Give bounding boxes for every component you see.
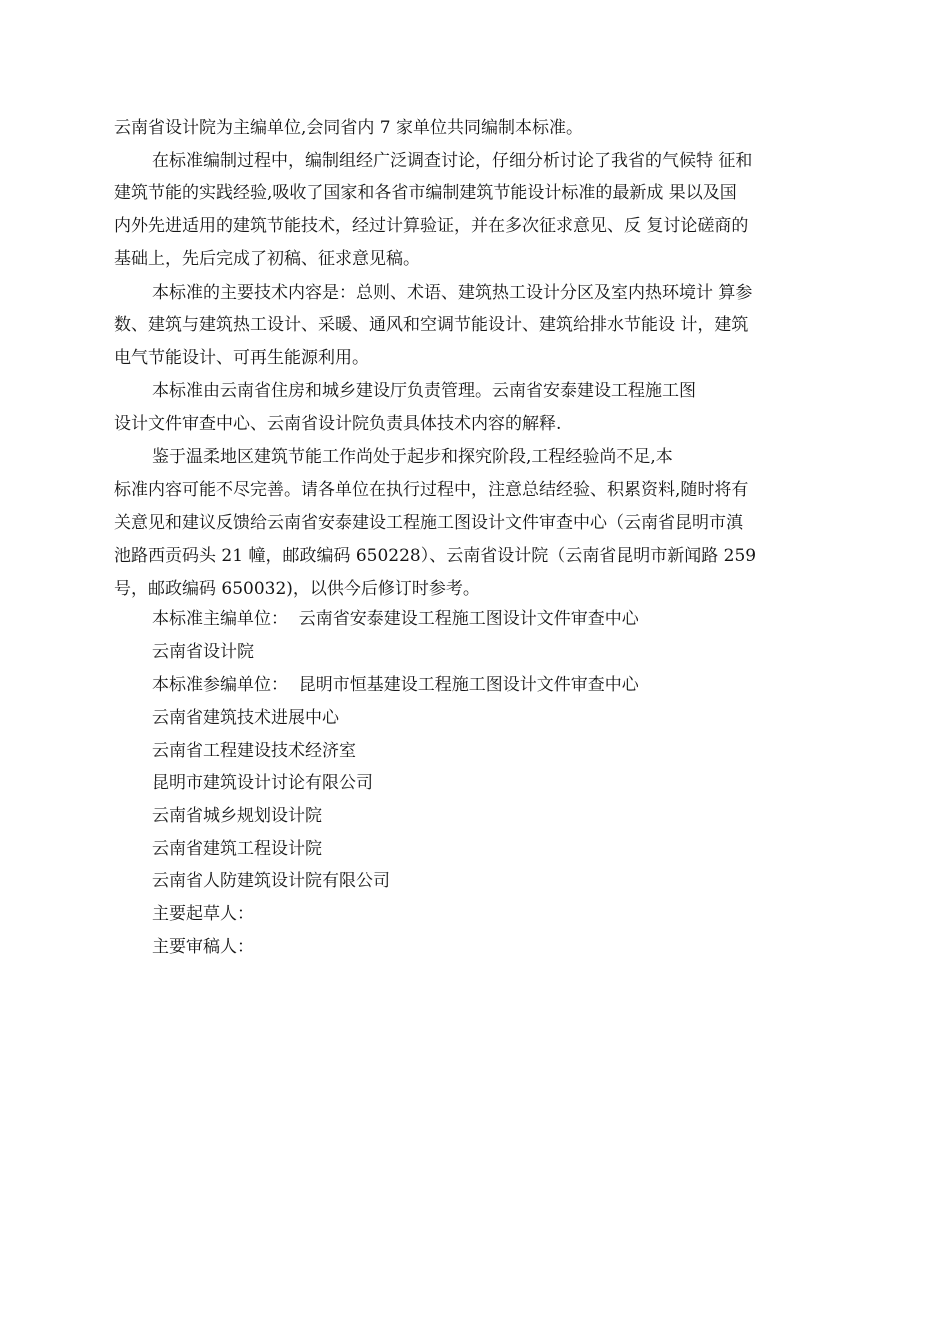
text-line: 云南省工程建设技术经济室 [152,741,356,761]
text-line: 关意见和建议反馈给云南省安泰建设工程施工图设计文件审查中心（云南省昆明市滇 [114,513,743,533]
text-line: 云南省设计院 [152,642,254,662]
text-line: 基础上，先后完成了初稿、征求意见稿。 [114,249,420,269]
text-line: 标准内容可能不尽完善。请各单位在执行过程中，注意总结经验、积累资料,随时将有 [114,480,749,500]
text-line: 主要审稿人： [152,937,254,957]
text-line: 本标准主编单位： 云南省安泰建设工程施工图设计文件审查中心 [152,609,639,629]
text-line: 云南省设计院为主编单位,会同省内 7 家单位共同编制本标准。 [114,118,584,138]
text-line: 云南省城乡规划设计院 [152,806,322,826]
text-line: 昆明市建筑设计讨论有限公司 [152,773,373,793]
text-line: 号，邮政编码 650032)，以供今后修订时参考。 [114,579,480,599]
text-line: 池路西贡码头 21 幢，邮政编码 650228）、云南省设计院（云南省昆明市新闻路 259 [114,546,757,566]
text-line: 电气节能设计、可再生能源利用。 [114,348,369,368]
text-line: 本标准参编单位： 昆明市恒基建设工程施工图设计文件审查中心 [152,675,639,695]
text-line: 鉴于温柔地区建筑节能工作尚处于起步和探究阶段,工程经验尚不足,本 [152,447,673,467]
text-line: 云南省建筑技术进展中心 [152,708,339,728]
text-line: 主要起草人： [152,904,254,924]
text-line: 数、建筑与建筑热工设计、采暖、通风和空调节能设计、建筑给排水节能设 计，建筑 [114,315,749,335]
text-line: 建筑节能的实践经验,吸收了国家和各省市编制建筑节能设计标准的最新成 果以及国 [114,183,737,203]
text-line: 内外先进适用的建筑节能技术，经过计算验证，并在多次征求意见、反 复讨论磋商的 [114,216,749,236]
text-line: 设计文件审查中心、云南省设计院负责具体技术内容的解释. [114,414,562,434]
text-line: 在标准编制过程中，编制组经广泛调查讨论，仔细分析讨论了我省的气候特 征和 [152,151,753,171]
text-line: 云南省建筑工程设计院 [152,839,322,859]
text-line: 本标准的主要技术内容是：总则、术语、建筑热工设计分区及室内热环境计 算参 [152,283,753,303]
text-line: 云南省人防建筑设计院有限公司 [152,871,390,891]
text-line: 本标准由云南省住房和城乡建设厅负责管理。云南省安泰建设工程施工图 [152,381,696,401]
